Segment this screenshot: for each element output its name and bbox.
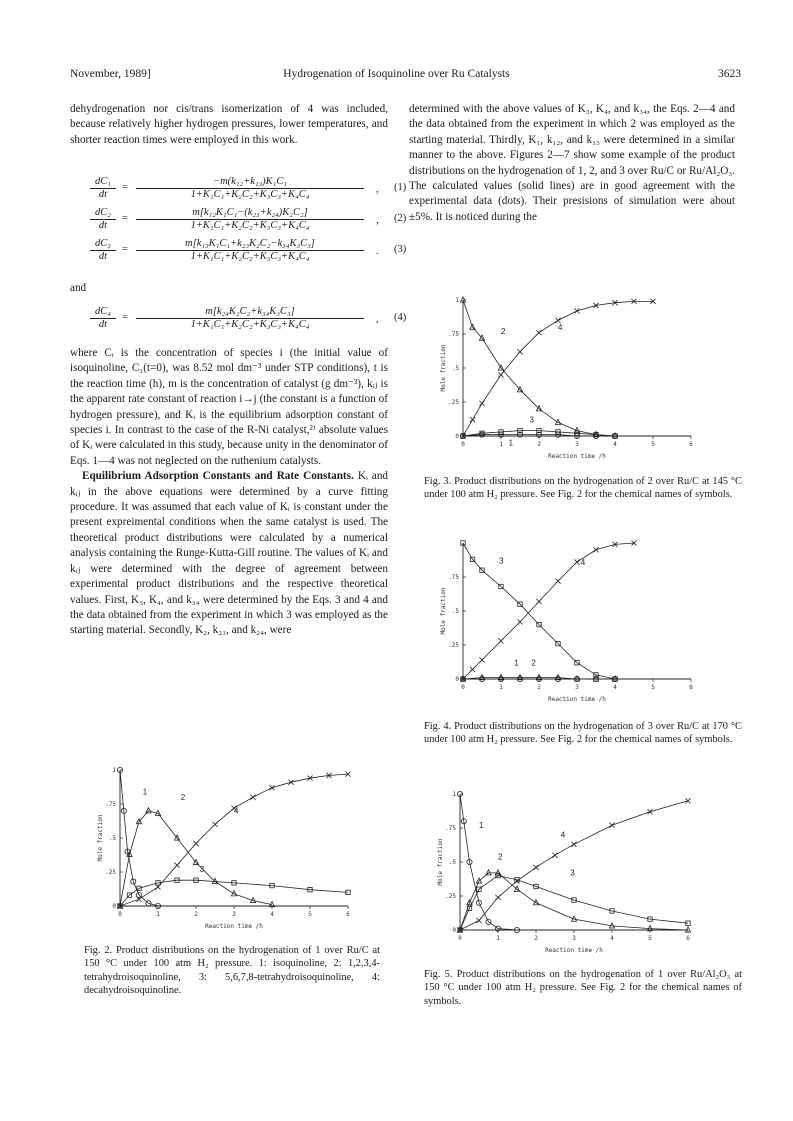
- series-4: [460, 299, 655, 439]
- figure-4-caption: Fig. 4. Product distributions on the hydrogenation of 3 over Ru/C at 170 °C under 100 atm H₂ pressure. See Fig. 2 for the chemical names of symbols.: [424, 721, 742, 746]
- x-tick-label: 3: [232, 911, 236, 918]
- eq3-number: (3): [394, 244, 407, 255]
- curve-label-2: 2: [180, 792, 186, 802]
- equation-3: $\frac{\text{dC₃}}{dt}$ = $\frac{\text{m[k₁₃K₁C₁+k₂₃K₂C₂−k₃₄K₃C₃]}}{\text{1+K₁C₁+K₂C₂+K₃C₃+K₄C₄}}$ . (3): [90, 238, 410, 268]
- eq2-rhs-num: m[k₁₂K₁C₁−(k₂₃+k₂₄)K₂C₂]: [136, 207, 364, 220]
- x-tick-label: 1: [499, 441, 503, 448]
- series-line-2: [463, 300, 615, 436]
- x-tick-label: 2: [537, 684, 541, 691]
- eq4-lhs-num: dC₄: [90, 306, 116, 319]
- series-line-3: [120, 880, 348, 906]
- series-3: [118, 865, 350, 908]
- y-tick-label: .75: [448, 574, 459, 581]
- y-tick-label: .75: [448, 331, 459, 338]
- curve-label-1: 1: [514, 658, 519, 668]
- y-axis-title: Mole fraction: [440, 344, 447, 392]
- curve-label-2: 2: [501, 327, 506, 336]
- eq2-rhs-den: 1+K₁C₁+K₂C₂+K₃C₃+K₄C₄: [190, 220, 310, 231]
- data-point-4: [479, 657, 484, 662]
- figure-3-caption: Fig. 3. Product distributions on the hydrogenation of 2 over Ru/C at 145 °C under 100 atm H₂ pressure. See Fig. 2 for the chemical names of symbols.: [424, 476, 742, 501]
- eq1-lhs-num: dC₁: [90, 176, 116, 189]
- y-tick-label: .75: [445, 825, 456, 832]
- data-point-4: [571, 842, 576, 847]
- curve-label-4: 4: [234, 806, 239, 816]
- series-3: [458, 869, 690, 933]
- series-line-4: [463, 543, 634, 679]
- y-tick-label: .5: [451, 365, 459, 372]
- section-heading: Equilibrium Adsorption Constants and Rate Constants.: [82, 470, 354, 483]
- data-point-4: [574, 308, 579, 313]
- data-point-4: [470, 417, 475, 422]
- data-point-4: [536, 599, 541, 604]
- series-1: [117, 767, 160, 908]
- x-tick-label: 0: [461, 441, 465, 448]
- y-tick-label: 0: [452, 927, 456, 934]
- curve-label-1: 1: [142, 787, 148, 797]
- x-tick-label: 4: [610, 935, 614, 942]
- y-tick-label: .25: [448, 399, 459, 406]
- eq3-lhs-den: dt: [98, 251, 108, 262]
- eq4-rhs-num: m[k₂₄K₂C₂+k₃₄K₃C₃]: [136, 306, 364, 319]
- x-axis-title: Reaction time /h: [205, 923, 263, 930]
- eq3-lhs-num: dC₃: [90, 238, 116, 251]
- series-line-2: [120, 811, 272, 906]
- eq2-lhs-den: dt: [98, 220, 108, 231]
- y-tick-label: .25: [445, 893, 456, 900]
- x-tick-label: 5: [651, 441, 655, 448]
- data-point-4: [533, 865, 538, 870]
- series-line-4: [463, 301, 653, 436]
- data-point-4: [609, 823, 614, 828]
- running-header-title: Hydrogenation of Isoquinoline over Ru Catalysts: [283, 68, 510, 80]
- figure-2-caption: Fig. 2. Product distributions on the hydrogenation of 1 over Ru/C at 150 °C under 100 atm H₂ pressure. 1: isoquinoline, 2: 1,2,3,4-tetrahydroisoquinoline, 3: 5,6,7,8-tetrahydroisoquinoline, 4: decahydroisoquinoline.: [84, 945, 380, 997]
- left-column-body: [70, 346, 388, 639]
- paragraph-continuation: determined with the above values of K₃, K₄, and k₃₄, the Eqs. 2—4 and the data obtained from the experiment in which 2 was employed as the starting material. Thirdly, K₁, k₁₂, and k₁₃ were determined in a similar manner to the above. Figures 2—7 show some example of the product distributions on the hydrogenation of 1, 2, and 3 over Ru/C or Ru/Al₂O₃. The calculated values (solid lines) are in good agreement with the experimental data (dots). Their presisions of simulation were about ±5%. It is noticed during the: [409, 103, 735, 223]
- y-tick-label: .5: [448, 859, 456, 866]
- x-tick-label: 4: [613, 684, 617, 691]
- curve-label-3: 3: [570, 868, 575, 878]
- y-tick-label: .25: [448, 642, 459, 649]
- figure-3-plot: [435, 292, 705, 464]
- data-point-4: [498, 372, 503, 377]
- curve-label-4: 4: [580, 557, 586, 567]
- series-4: [117, 771, 350, 908]
- series-line-3: [463, 543, 615, 679]
- x-tick-label: 5: [648, 935, 652, 942]
- data-point-2: [555, 419, 560, 424]
- equation-4: $\frac{\text{dC₄}}{dt}$ = $\frac{\text{m[k₂₄K₂C₂+k₃₄K₃C₃]}}{\text{1+K₁C₁+K₂C₂+K₃C₃+K₄C₄}}$ , (4): [90, 306, 410, 336]
- eq2-number: (2): [394, 213, 407, 224]
- curve-label-1: 1: [508, 438, 514, 448]
- data-point-4: [574, 559, 579, 564]
- x-tick-label: 6: [689, 441, 693, 448]
- data-point-4: [536, 330, 541, 335]
- figure-5-plot: [432, 786, 702, 958]
- y-tick-label: 0: [112, 903, 116, 910]
- curve-label-1: 1: [479, 821, 484, 830]
- data-point-4: [495, 895, 500, 900]
- curve-label-2: 2: [498, 852, 503, 862]
- eq3-rhs-num: m[k₁₃K₁C₁+k₂₃K₂C₂−k₃₄K₃C₃]: [136, 238, 364, 251]
- x-tick-label: 2: [534, 935, 538, 942]
- data-point-2: [533, 900, 538, 905]
- data-point-4: [552, 853, 557, 858]
- data-point-4: [647, 809, 652, 814]
- x-tick-label: 6: [346, 911, 350, 918]
- data-point-4: [288, 780, 293, 785]
- series-line-4: [120, 774, 348, 906]
- x-tick-label: 2: [194, 911, 198, 918]
- eq4-lhs-den: dt: [98, 319, 108, 330]
- figure-5: [432, 786, 702, 958]
- y-tick-label: 1: [452, 791, 456, 798]
- x-tick-label: 3: [572, 935, 576, 942]
- data-point-4: [479, 401, 484, 406]
- paragraph-method: Kᵢ and kᵢⱼ in the above equations were determined by a curve fitting procedure. It was assumed that each value of Kᵢ is constant under the present expreimental conditions when the same catalyst is used. The theoretical product distributions were calculated by a numerical analysis containing the Runge-Kutta-Gill routine. The values of Kᵢ and kᵢⱼ were determined with the degree of agreement between experimental product distributions and the respective theoretical values. First, K₃, K₄, and k₃₄ were determined by the Eqs. 3 and 4 and the data obtained from the experiment in which 3 was employed as the starting material. Secondly, K₂, k₂₃, and k₂₄, were: [70, 470, 389, 637]
- series-line-3: [460, 876, 688, 930]
- y-tick-label: .75: [105, 801, 116, 808]
- x-tick-label: 6: [689, 684, 693, 691]
- x-tick-label: 5: [308, 911, 312, 918]
- eq2-lhs-num: dC₂: [90, 207, 116, 220]
- x-tick-label: 0: [461, 684, 465, 691]
- series-line-4: [460, 801, 688, 930]
- data-point-4: [250, 795, 255, 800]
- series-3: [461, 541, 617, 681]
- y-axis-title: Mole fraction: [437, 838, 444, 886]
- series-line-1: [120, 770, 158, 906]
- page-number: 3623: [718, 68, 741, 80]
- eq4-number: (4): [394, 312, 407, 323]
- data-point-4: [593, 547, 598, 552]
- data-point-4: [555, 578, 560, 583]
- y-tick-label: 0: [455, 676, 459, 683]
- equation-2: $\frac{\text{dC₂}}{dt}$ = $\frac{\text{m[k₁₂K₁C₁−(k₂₃+k₂₄)K₂C₂]}}{\text{1+K₁C₁+K₂C₂+K₃C₃+K₄C₄}}$ , (2): [90, 207, 410, 237]
- curve-label-4: 4: [558, 322, 563, 332]
- figure-4-plot: [435, 535, 705, 707]
- series-2: [460, 297, 617, 438]
- x-axis-title: Reaction time /h: [548, 696, 606, 703]
- series-line-3: [463, 431, 615, 436]
- x-tick-label: 4: [613, 441, 617, 448]
- data-point-4: [517, 349, 522, 354]
- x-tick-label: 3: [575, 441, 579, 448]
- x-tick-label: 5: [651, 684, 655, 691]
- eq4-rhs-den: 1+K₁C₁+K₂C₂+K₃C₃+K₄C₄: [190, 319, 310, 330]
- y-tick-label: .25: [105, 869, 116, 876]
- y-axis-title: Mole fraction: [97, 814, 104, 862]
- y-tick-label: .5: [108, 835, 116, 842]
- x-tick-label: 0: [118, 911, 122, 918]
- data-point-4: [476, 918, 481, 923]
- eq1-lhs-den: dt: [98, 189, 108, 200]
- y-tick-label: .5: [451, 608, 459, 615]
- data-point-4: [470, 667, 475, 672]
- x-tick-label: 6: [686, 935, 690, 942]
- curve-label-2: 2: [531, 658, 536, 668]
- and-word: and: [70, 282, 87, 294]
- x-tick-label: 1: [499, 684, 503, 691]
- eq1-rhs-den: 1+K₁C₁+K₂C₂+K₃C₃+K₄C₄: [190, 189, 310, 200]
- data-point-2: [146, 808, 151, 813]
- x-tick-label: 1: [496, 935, 500, 942]
- data-point-4: [212, 822, 217, 827]
- series-4: [457, 798, 690, 932]
- y-tick-label: 1: [112, 767, 116, 774]
- data-point-4: [193, 841, 198, 846]
- data-point-4: [685, 798, 690, 803]
- paragraph-definitions: where Cᵢ is the concentration of species i (the initial value of isoquinoline, C₁(t=0), was 8.52 mol dm⁻³ under STP conditions), t is the reaction time (h), m is the concentration of catalyst (g dm⁻³), kᵢⱼ is the apparent rate constant of reaction i→j (the constant is a function of hydrogen pressure), and Kᵢ is the equilibrium adsorption constant of species i. In contrast to the case of the R-Ni catalyst,²⁾ absolute values of Kᵢ were calculated in this study, because unity in the denominator of Eqs. 1—4 was not neglected on the ruthenium catalysts.: [70, 347, 388, 467]
- paragraph-intro: dehydrogenation nor cis/trans isomerization of 4 was included, because relatively higher hydrogen pressures, lower temperatures, and shorter reaction times were employed in this work.: [70, 103, 388, 146]
- y-axis-title: Mole fraction: [440, 587, 447, 635]
- equation-1: $\frac{\text{dC₁}}{dt}$ = $\frac{\text{−m(k₁₂+k₁₃)K₁C₁}}{\text{1+K₁C₁+K₂C₂+K₃C₃+K₄C₄}}$ , (1): [90, 176, 410, 206]
- figure-2-plot: [92, 762, 362, 934]
- left-column-intro: [70, 102, 388, 148]
- running-header-date: November, 1989]: [70, 68, 151, 80]
- paragraph-section: [70, 469, 388, 638]
- x-axis-title: Reaction time /h: [545, 947, 603, 954]
- figure-2: [92, 762, 362, 934]
- x-tick-label: 1: [156, 911, 160, 918]
- curve-label-3: 3: [499, 556, 504, 566]
- series-4: [460, 540, 636, 681]
- curve-label-4: 4: [560, 830, 566, 840]
- figure-3: [435, 292, 705, 464]
- x-tick-label: 2: [537, 441, 541, 448]
- x-tick-label: 0: [458, 935, 462, 942]
- data-point-4: [517, 619, 522, 624]
- data-point-2: [486, 870, 491, 875]
- eq1-number: (1): [394, 182, 407, 193]
- figure-5-caption: Fig. 5. Product distributions on the hydrogenation of 1 over Ru/Al₂O₃ at 150 °C under 100 atm H₂ pressure. See Fig. 2 for the chemical names of symbols.: [424, 969, 742, 1007]
- curve-label-3: 3: [199, 865, 205, 874]
- eq3-rhs-den: 1+K₁C₁+K₂C₂+K₃C₃+K₄C₄: [190, 251, 310, 262]
- data-point-4: [498, 638, 503, 643]
- data-point-4: [174, 863, 179, 868]
- data-point-2: [231, 891, 236, 896]
- y-tick-label: 0: [455, 433, 459, 440]
- eq1-rhs-num: −m(k₁₂+k₁₃)K₁C₁: [136, 176, 364, 189]
- series-2: [457, 852, 690, 932]
- x-axis-title: Reaction time /h: [548, 453, 606, 460]
- right-column-intro: [409, 102, 735, 225]
- figure-4: [435, 535, 705, 707]
- x-tick-label: 3: [575, 684, 579, 691]
- x-tick-label: 4: [270, 911, 274, 918]
- y-tick-label: 1: [455, 297, 459, 304]
- data-point-4: [269, 785, 274, 790]
- curve-label-3: 3: [529, 415, 534, 425]
